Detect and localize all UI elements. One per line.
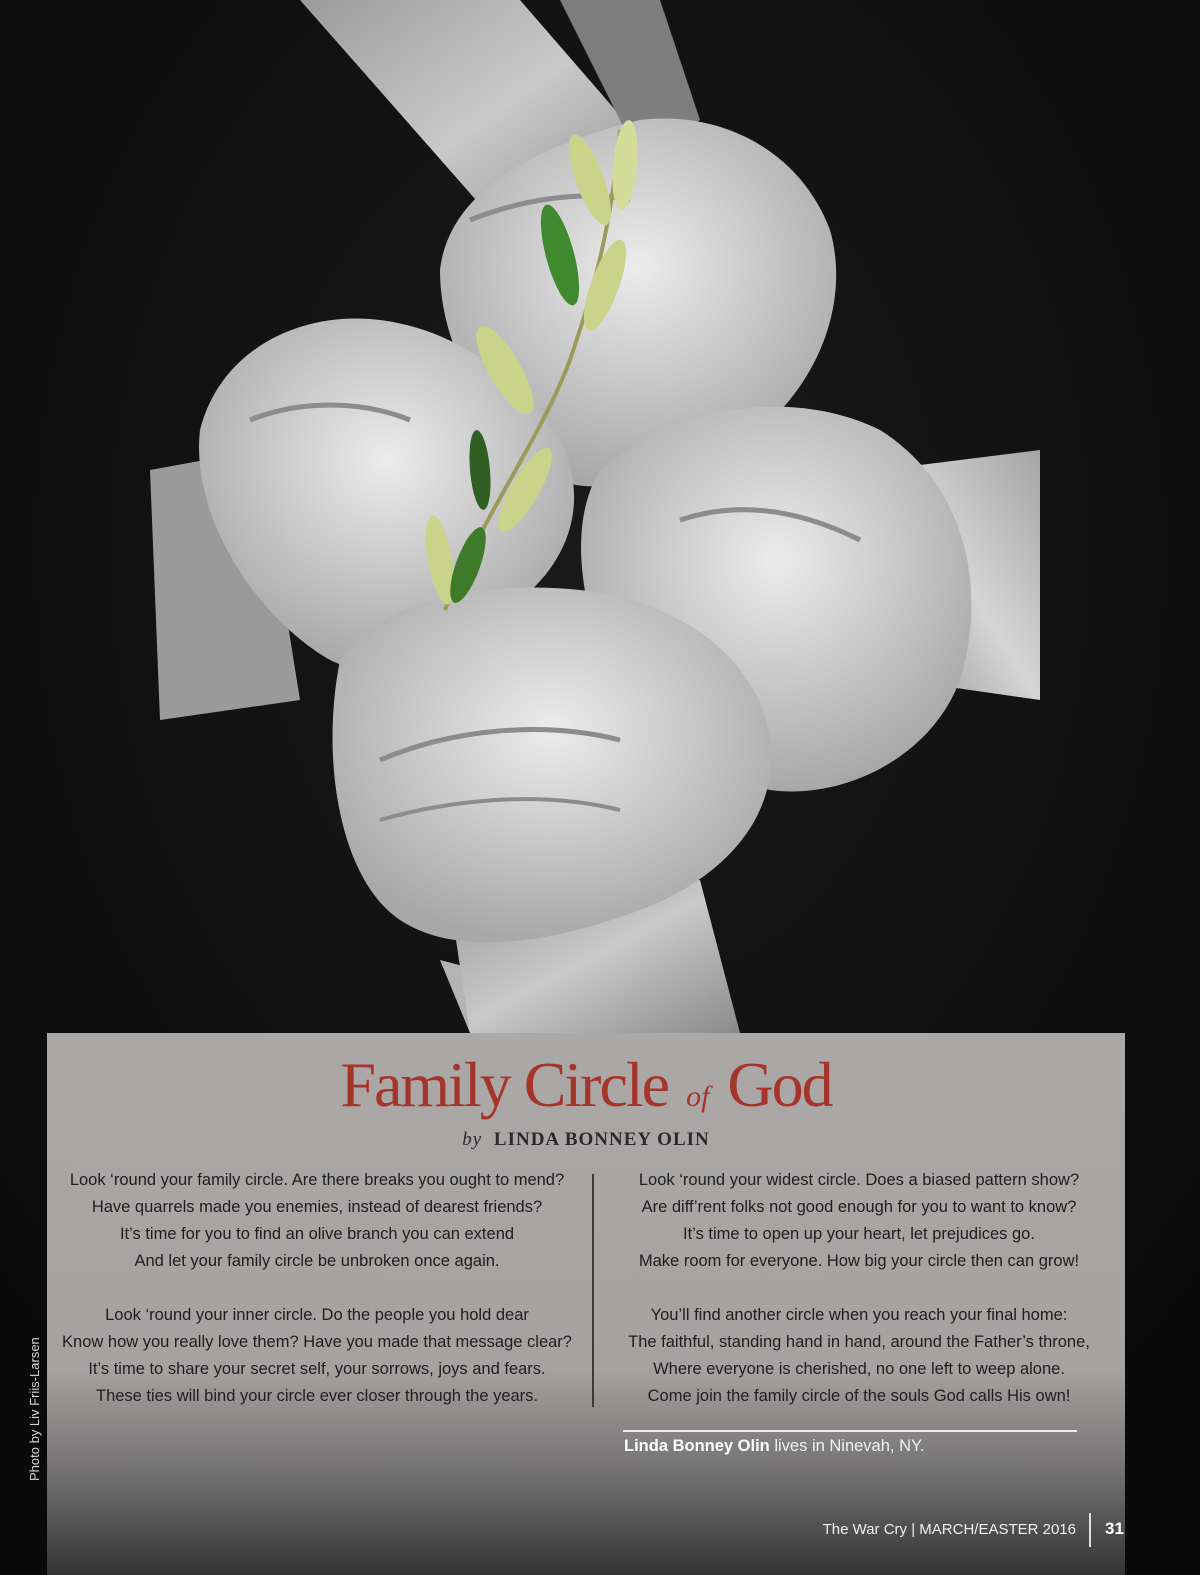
poem-line: It’s time to share your secret self, your sorrows, joys and fears. — [88, 1360, 546, 1378]
stanza — [53, 1302, 581, 1410]
author-bio — [624, 1437, 924, 1456]
title-of: of — [686, 1080, 710, 1113]
stanza — [595, 1167, 1123, 1275]
column-divider — [592, 1174, 594, 1407]
bio-name: Linda Bonney Olin — [624, 1437, 770, 1455]
poem-panel — [47, 1033, 1125, 1575]
poem-left-column — [53, 1167, 581, 1437]
poem-line: Are diff’rent folks not good enough for you to want to know? — [641, 1198, 1077, 1216]
poem-line: Have quarrels made you enemies, instead of dearest friends? — [91, 1198, 543, 1216]
poem-line: It’s time for you to find an olive branch you can extend — [119, 1225, 515, 1243]
poem-line: Look ‘round your widest circle. Does a biased pattern show? — [638, 1171, 1080, 1189]
title-part-2: God — [727, 1049, 832, 1120]
poem-line: Make room for everyone. How big your circle then can grow! — [638, 1252, 1080, 1270]
article-title — [47, 1045, 1125, 1137]
poem-line: The faithful, standing hand in hand, around the Father’s throne, — [628, 1333, 1090, 1351]
byline-author: LINDA BONNEY OLIN — [493, 1129, 710, 1150]
stanza — [595, 1302, 1123, 1410]
byline — [47, 1129, 1125, 1151]
page-number: 31 — [1105, 1519, 1124, 1538]
footer-publication: The War Cry | MARCH/EASTER 2016 — [822, 1521, 1076, 1538]
poem-line: And let your family circle be unbroken once again. — [134, 1252, 500, 1270]
poem-line: It’s time to open up your heart, let prejudices go. — [683, 1225, 1035, 1243]
poem-line: Look ‘round your inner circle. Do the people you hold dear — [105, 1306, 529, 1324]
poem-line: These ties will bind your circle ever closer through the years. — [95, 1387, 539, 1405]
poem-line: You’ll find another circle when you reach your final home: — [650, 1306, 1068, 1324]
footer-separator — [1089, 1513, 1091, 1547]
poem-line: Look ‘round your family circle. Are there breaks you ought to mend? — [69, 1171, 565, 1189]
bio-rule — [623, 1430, 1077, 1432]
poem-line: Come join the family circle of the souls God calls His own! — [647, 1387, 1071, 1405]
byline-by: by — [462, 1129, 483, 1150]
poem-line: Where everyone is cherished, no one left to weep alone. — [653, 1360, 1065, 1378]
stanza — [53, 1167, 581, 1275]
photo-credit: Photo by Liv Friis-Larsen — [27, 1337, 42, 1481]
title-part-1: Family Circle — [340, 1049, 669, 1120]
poem-right-column — [595, 1167, 1123, 1437]
bio-text: lives in Ninevah, NY. — [769, 1437, 925, 1455]
poem-line: Know how you really love them? Have you made that message clear? — [62, 1333, 572, 1351]
